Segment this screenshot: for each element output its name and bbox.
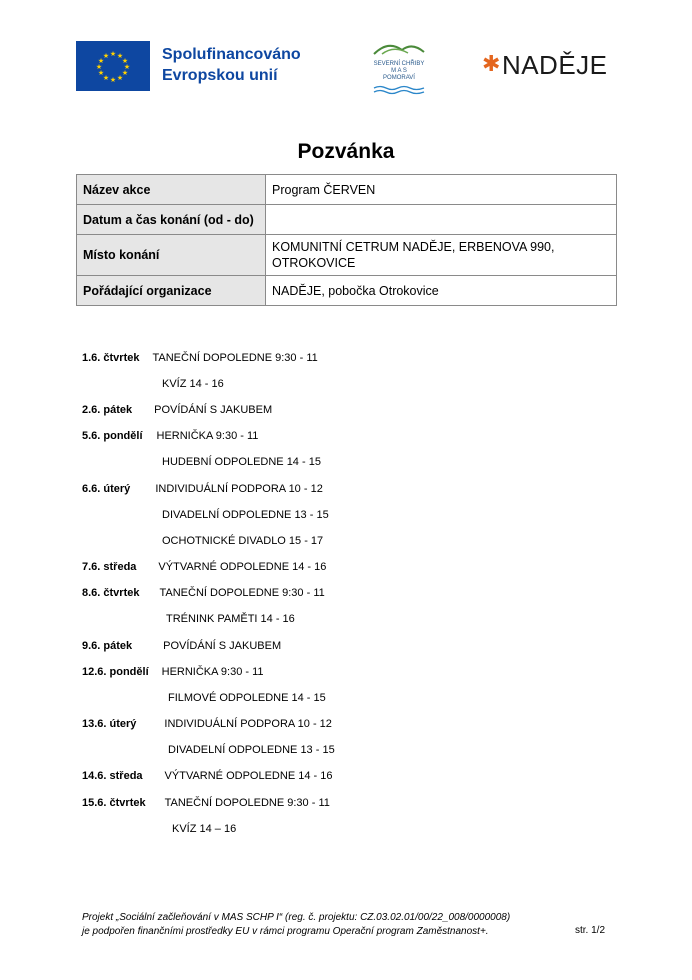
- mas-hills-icon: [368, 40, 430, 56]
- mas-logo: [368, 40, 430, 90]
- program-row: DIVADELNÍ ODPOLEDNE 13 - 15: [168, 744, 335, 756]
- event-info-table: [76, 174, 617, 306]
- svg-text:★: ★: [97, 69, 105, 77]
- mas-waves-icon: [368, 85, 430, 95]
- mas-text-3: POMORAVÍ: [383, 75, 415, 81]
- program-row: 9.6. pátek POVÍDÁNÍ S JAKUBEM: [82, 640, 282, 652]
- program-row: 15.6. čtvrtek TANEČNÍ DOPOLEDNE 9:30 - 11: [82, 797, 330, 809]
- svg-text:★: ★: [95, 63, 103, 71]
- program-row: 5.6. pondělí HERNIČKA 9:30 - 11: [82, 430, 259, 442]
- event-name-value: Program ČERVEN: [266, 175, 617, 205]
- eu-cofinanced-text: Spolufinancováno Evropskou unií: [162, 46, 301, 84]
- program-row: 1.6. čtvrtek TANEČNÍ DOPOLEDNE 9:30 - 11: [82, 352, 318, 364]
- svg-text:★: ★: [102, 74, 110, 82]
- program-row: 14.6. středa VÝTVARNÉ ODPOLEDNE 14 - 16: [82, 770, 333, 782]
- svg-text:★: ★: [109, 76, 117, 84]
- program-row: 12.6. pondělí HERNIČKA 9:30 - 11: [82, 666, 264, 678]
- program-row: 6.6. úterý INDIVIDUÁLNÍ PODPORA 10 - 12: [82, 483, 323, 495]
- nadeje-logo: ✱NADĚJE: [482, 50, 608, 80]
- svg-text:★: ★: [116, 52, 124, 60]
- program-row: TRÉNINK PAMĚTI 14 - 16: [166, 613, 295, 625]
- program-row: DIVADELNÍ ODPOLEDNE 13 - 15: [162, 509, 329, 521]
- svg-text:★: ★: [116, 74, 124, 82]
- datetime-value: [266, 205, 617, 235]
- program-row: HUDEBNÍ ODPOLEDNE 14 - 15: [162, 456, 321, 468]
- mas-text-1: SEVERNÍ CHŘIBY: [373, 61, 425, 67]
- program-row: 13.6. úterý INDIVIDUÁLNÍ PODPORA 10 - 12: [82, 718, 332, 730]
- venue-value: KOMUNITNÍ CETRUM NADĚJE, ERBENOVA 990, OTROKOVICE: [266, 235, 617, 276]
- svg-text:★: ★: [102, 52, 110, 60]
- project-footer: [82, 911, 510, 939]
- asterisk-icon: ✱: [482, 51, 501, 76]
- program-row: OCHOTNICKÉ DIVADLO 15 - 17: [162, 535, 324, 547]
- eu-flag-logo: [76, 41, 150, 91]
- program-row: 2.6. pátek POVÍDÁNÍ S JAKUBEM: [82, 404, 273, 416]
- venue-label: Místo konání: [77, 235, 266, 276]
- program-row: KVÍZ 14 – 16: [172, 823, 237, 835]
- program-row: 7.6. středa VÝTVARNÉ ODPOLEDNE 14 - 16: [82, 561, 327, 573]
- footer-line-1: Projekt „Sociální začleňování v MAS SCHP I“ (reg. č. projektu: CZ.03.02.01/00/22_008/0000008): [82, 912, 511, 923]
- program-row: 8.6. čtvrtek TANEČNÍ DOPOLEDNE 9:30 - 11: [82, 587, 325, 599]
- page-number: str. 1/2: [575, 925, 606, 936]
- datetime-label: Datum a čas konání (od - do): [77, 205, 266, 235]
- program-row: FILMOVÉ ODPOLEDNE 14 - 15: [168, 692, 326, 704]
- svg-text:★: ★: [109, 50, 117, 58]
- mas-text-2: M A S: [391, 68, 407, 74]
- program-row: KVÍZ 14 - 16: [162, 378, 224, 390]
- footer-line-2: je podpořen finančními prostředky EU v rámci programu Operační program Zaměstnanost+.: [82, 926, 489, 937]
- organizer-value: NADĚJE, pobočka Otrokovice: [266, 276, 617, 306]
- organizer-label: Pořádající organizace: [77, 276, 266, 306]
- svg-text:★: ★: [97, 57, 105, 65]
- event-name-label: Název akce: [77, 175, 266, 205]
- svg-text:★: ★: [121, 57, 129, 65]
- page-title: Pozvánka: [297, 140, 395, 163]
- svg-text:★: ★: [121, 69, 129, 77]
- svg-text:★: ★: [123, 63, 131, 71]
